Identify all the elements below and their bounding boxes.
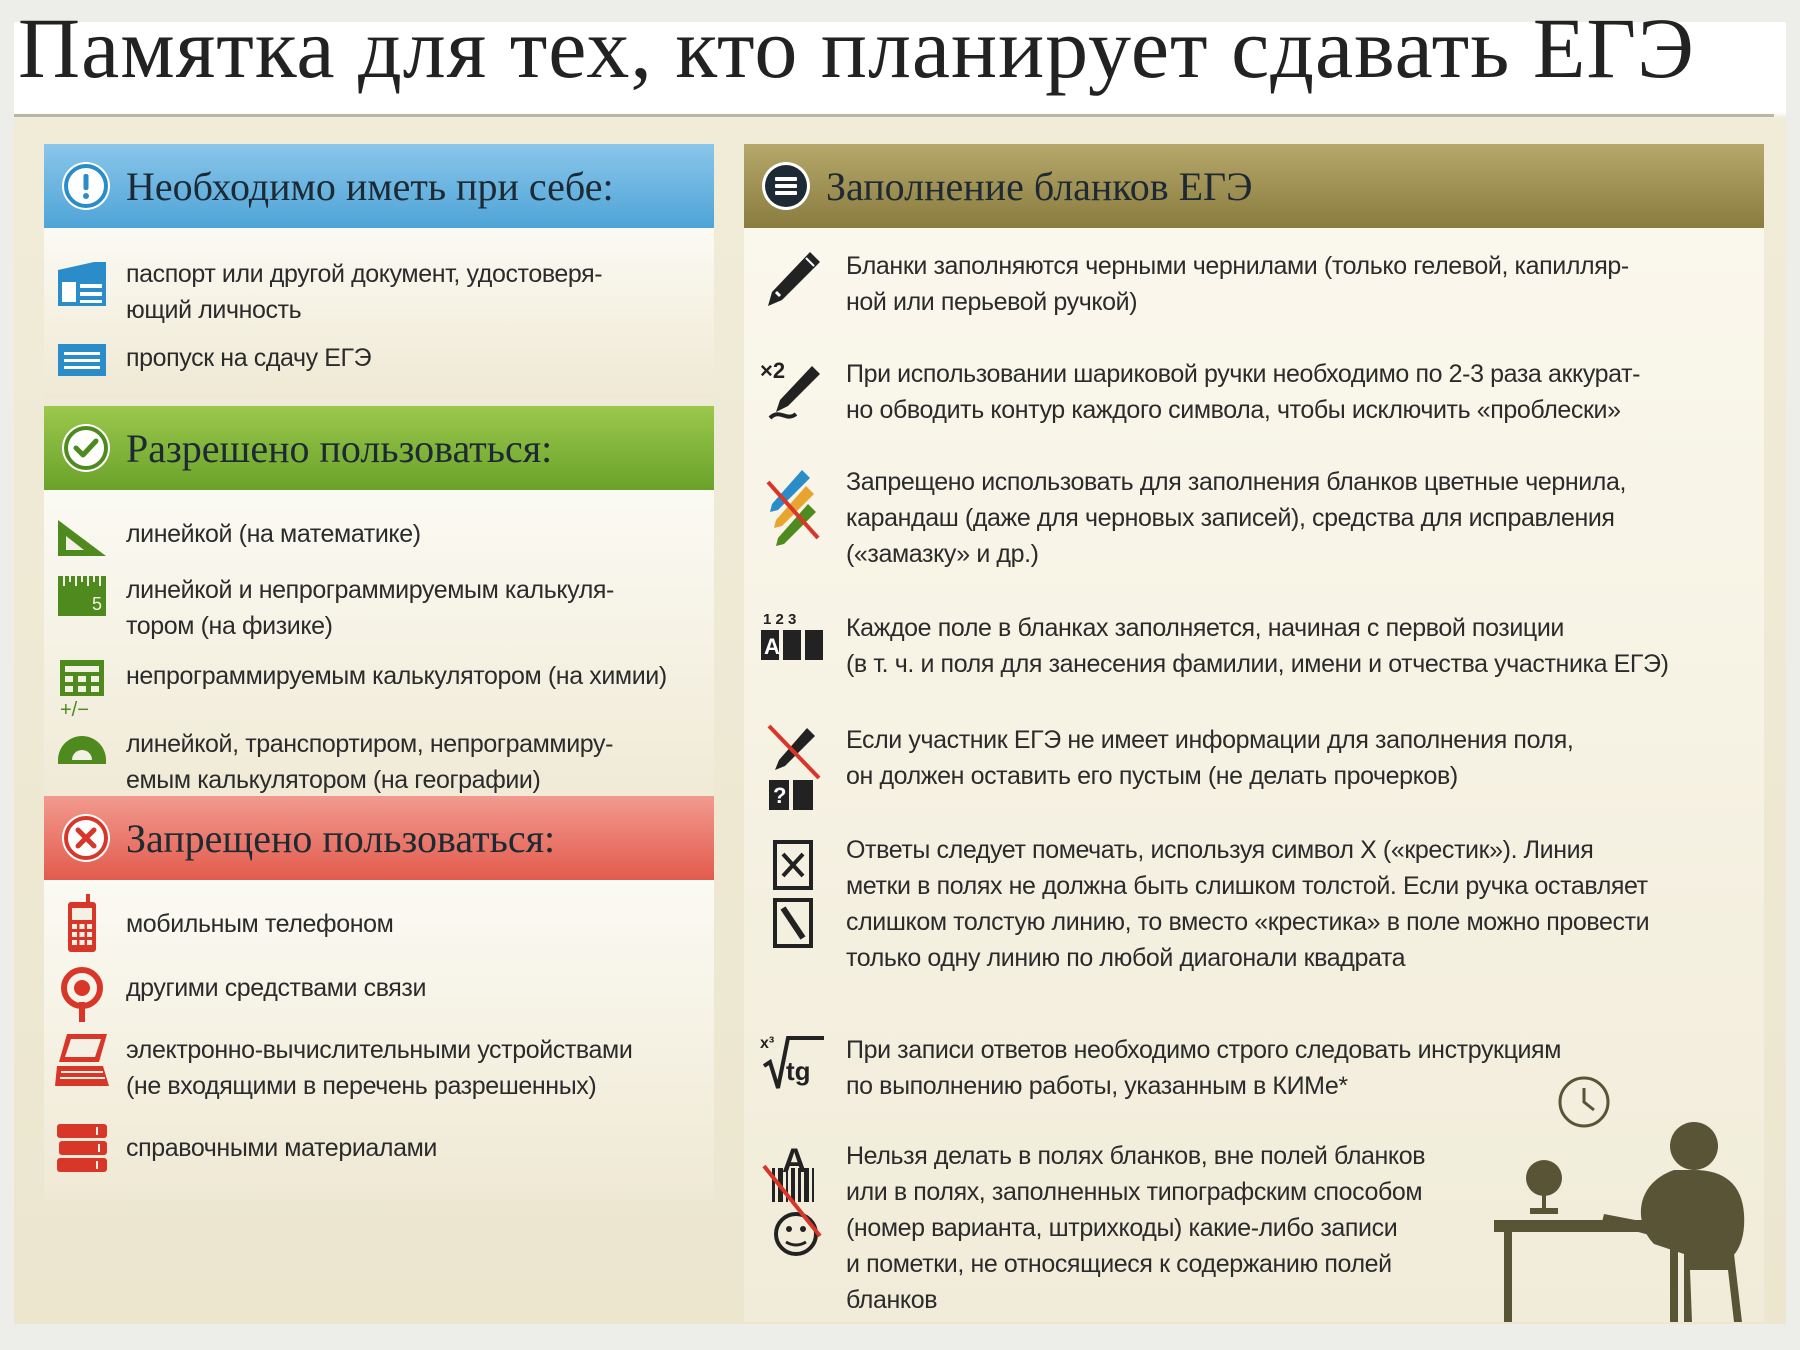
protractor-icon [52,726,112,766]
list-item-text: непрограммируемым калькулятором (на химии) [126,662,667,690]
rule-text: Запрещено использовать для заполнения бланков цветные чернила, карандаш (даже для черновых записей), средства для исправления («замазку» и др.) [846,468,1627,568]
books-icon [52,1122,112,1174]
laptop-icon [52,1032,112,1088]
allowed-header [44,406,714,490]
filling-header [744,144,1764,228]
barcode-letter: A [782,1142,807,1180]
list-item-text: линейкой и непрограммируемым калькуля- тором (на физике) [126,576,614,640]
right-column [744,144,1764,1322]
rule-item [744,722,1764,814]
rule-text: Если участник ЕГЭ не имеет информации для заполнения поля, он должен оставить его пустым (не делать прочерков) [846,726,1574,790]
forbidden-list [44,880,714,1200]
pen-icon [758,248,828,310]
title-divider [14,114,1774,117]
svg-text:+/−: +/− [60,699,89,718]
crossed-pen-question-icon [758,722,828,814]
passport-icon [52,256,112,312]
page-title: Памятка для тех, кто планирует сдавать ЕГЭ [18,0,1695,96]
exclamation-icon [62,162,110,210]
question-mark: ? [773,783,787,808]
list-item [44,894,714,954]
forbidden-heading: Запрещено пользоваться: [126,815,556,861]
list-item-text: линейкой, транспортиром, непрограммиру- емым калькулятором (на географии) [126,730,614,794]
student-at-desk-icon [1484,1074,1764,1322]
rule-text: Ответы следует помечать, используя символ X («крестик»). Линия метки в полях не должна быть слишком толстой. Если ручка оставляет слишком толстую линию, то вместо «крестика» в поле можно провести только одну линию по любой диагонали квадрата [846,836,1650,972]
list-item-text: линейкой (на математике) [126,520,421,548]
list-item [44,658,714,718]
list-item [44,340,714,380]
cell-letter: A [764,634,780,659]
list-item-text: справочными материалами [126,1134,437,1162]
must-have-list [44,228,714,398]
ruler-icon [52,572,112,620]
cell-numbers: 1 2 3 [763,611,797,628]
math-formula-icon [758,1032,828,1094]
cells-icon [758,610,828,666]
list-item [44,1122,714,1174]
list-item [44,726,714,798]
signal-icon [52,966,112,1024]
rule-item [744,248,1764,320]
list-icon [762,162,810,210]
allowed-list [44,490,714,820]
rule-item [744,832,1764,976]
filling-heading: Заполнение бланков ЕГЭ [826,163,1253,209]
forbidden-header [44,796,714,880]
set-square-icon [52,516,112,560]
crossed-pencils-icon [758,464,828,548]
left-column [44,144,714,1322]
mobile-phone-icon [52,894,112,954]
rule-text: Нельзя делать в полях бланков, вне полей бланков или в полях, заполненных типографским способом (номер варианта, штрихкоды) какие-либо записи и пометки, не относящиеся к содержанию полей бланков [846,1142,1426,1314]
allowed-heading: Разрешено пользоваться: [126,425,553,471]
svg-text:5: 5 [92,594,103,614]
svg-text:x³: x³ [760,1035,775,1052]
list-item [44,1032,714,1104]
calculator-icon [52,658,112,718]
pen-x2-icon [758,356,828,426]
checkmark-icon [62,424,110,472]
no-barcode-icon [758,1138,828,1258]
rule-text: Бланки заполняются черными чернилами (только гелевой, капилляр- ной или перьевой ручкой) [846,252,1629,316]
must-have-heading: Необходимо иметь при себе: [126,163,614,209]
x2-badge: ×2 [760,358,786,383]
list-item [44,256,714,328]
list-item-text: паспорт или другой документ, удостоверя- ющий личность [126,260,603,324]
pass-card-icon [52,340,112,380]
cross-icon [62,814,110,862]
list-item-text: другими средствами связи [126,974,427,1002]
must-have-header [44,144,714,228]
tg-label: tg [786,1056,811,1086]
rule-item [744,610,1764,682]
list-item [44,572,714,644]
rule-text: При записи ответов необходимо строго следовать инструкциям по выполнению работы, указанным в КИМе* [846,1036,1561,1100]
rule-text: При использовании шариковой ручки необходимо по 2-3 раза аккурат- но обводить контур каждого символа, чтобы исключить «проблески» [846,360,1641,424]
list-item-text: электронно-вычислительными устройствами (не входящими в перечень разрешенных) [126,1036,633,1100]
rule-item [744,356,1764,428]
checkbox-x-icon [758,832,828,952]
rule-item [744,464,1764,572]
rule-text: Каждое поле в бланках заполняется, начиная с первой позиции (в т. ч. и поля для занесения фамилии, имени и отчества участника ЕГЭ) [846,614,1669,678]
list-item-text: мобильным телефоном [126,910,394,938]
list-item [44,966,714,1024]
list-item [44,516,714,560]
list-item-text: пропуск на сдачу ЕГЭ [126,344,372,372]
memo-sheet [14,0,1786,1324]
